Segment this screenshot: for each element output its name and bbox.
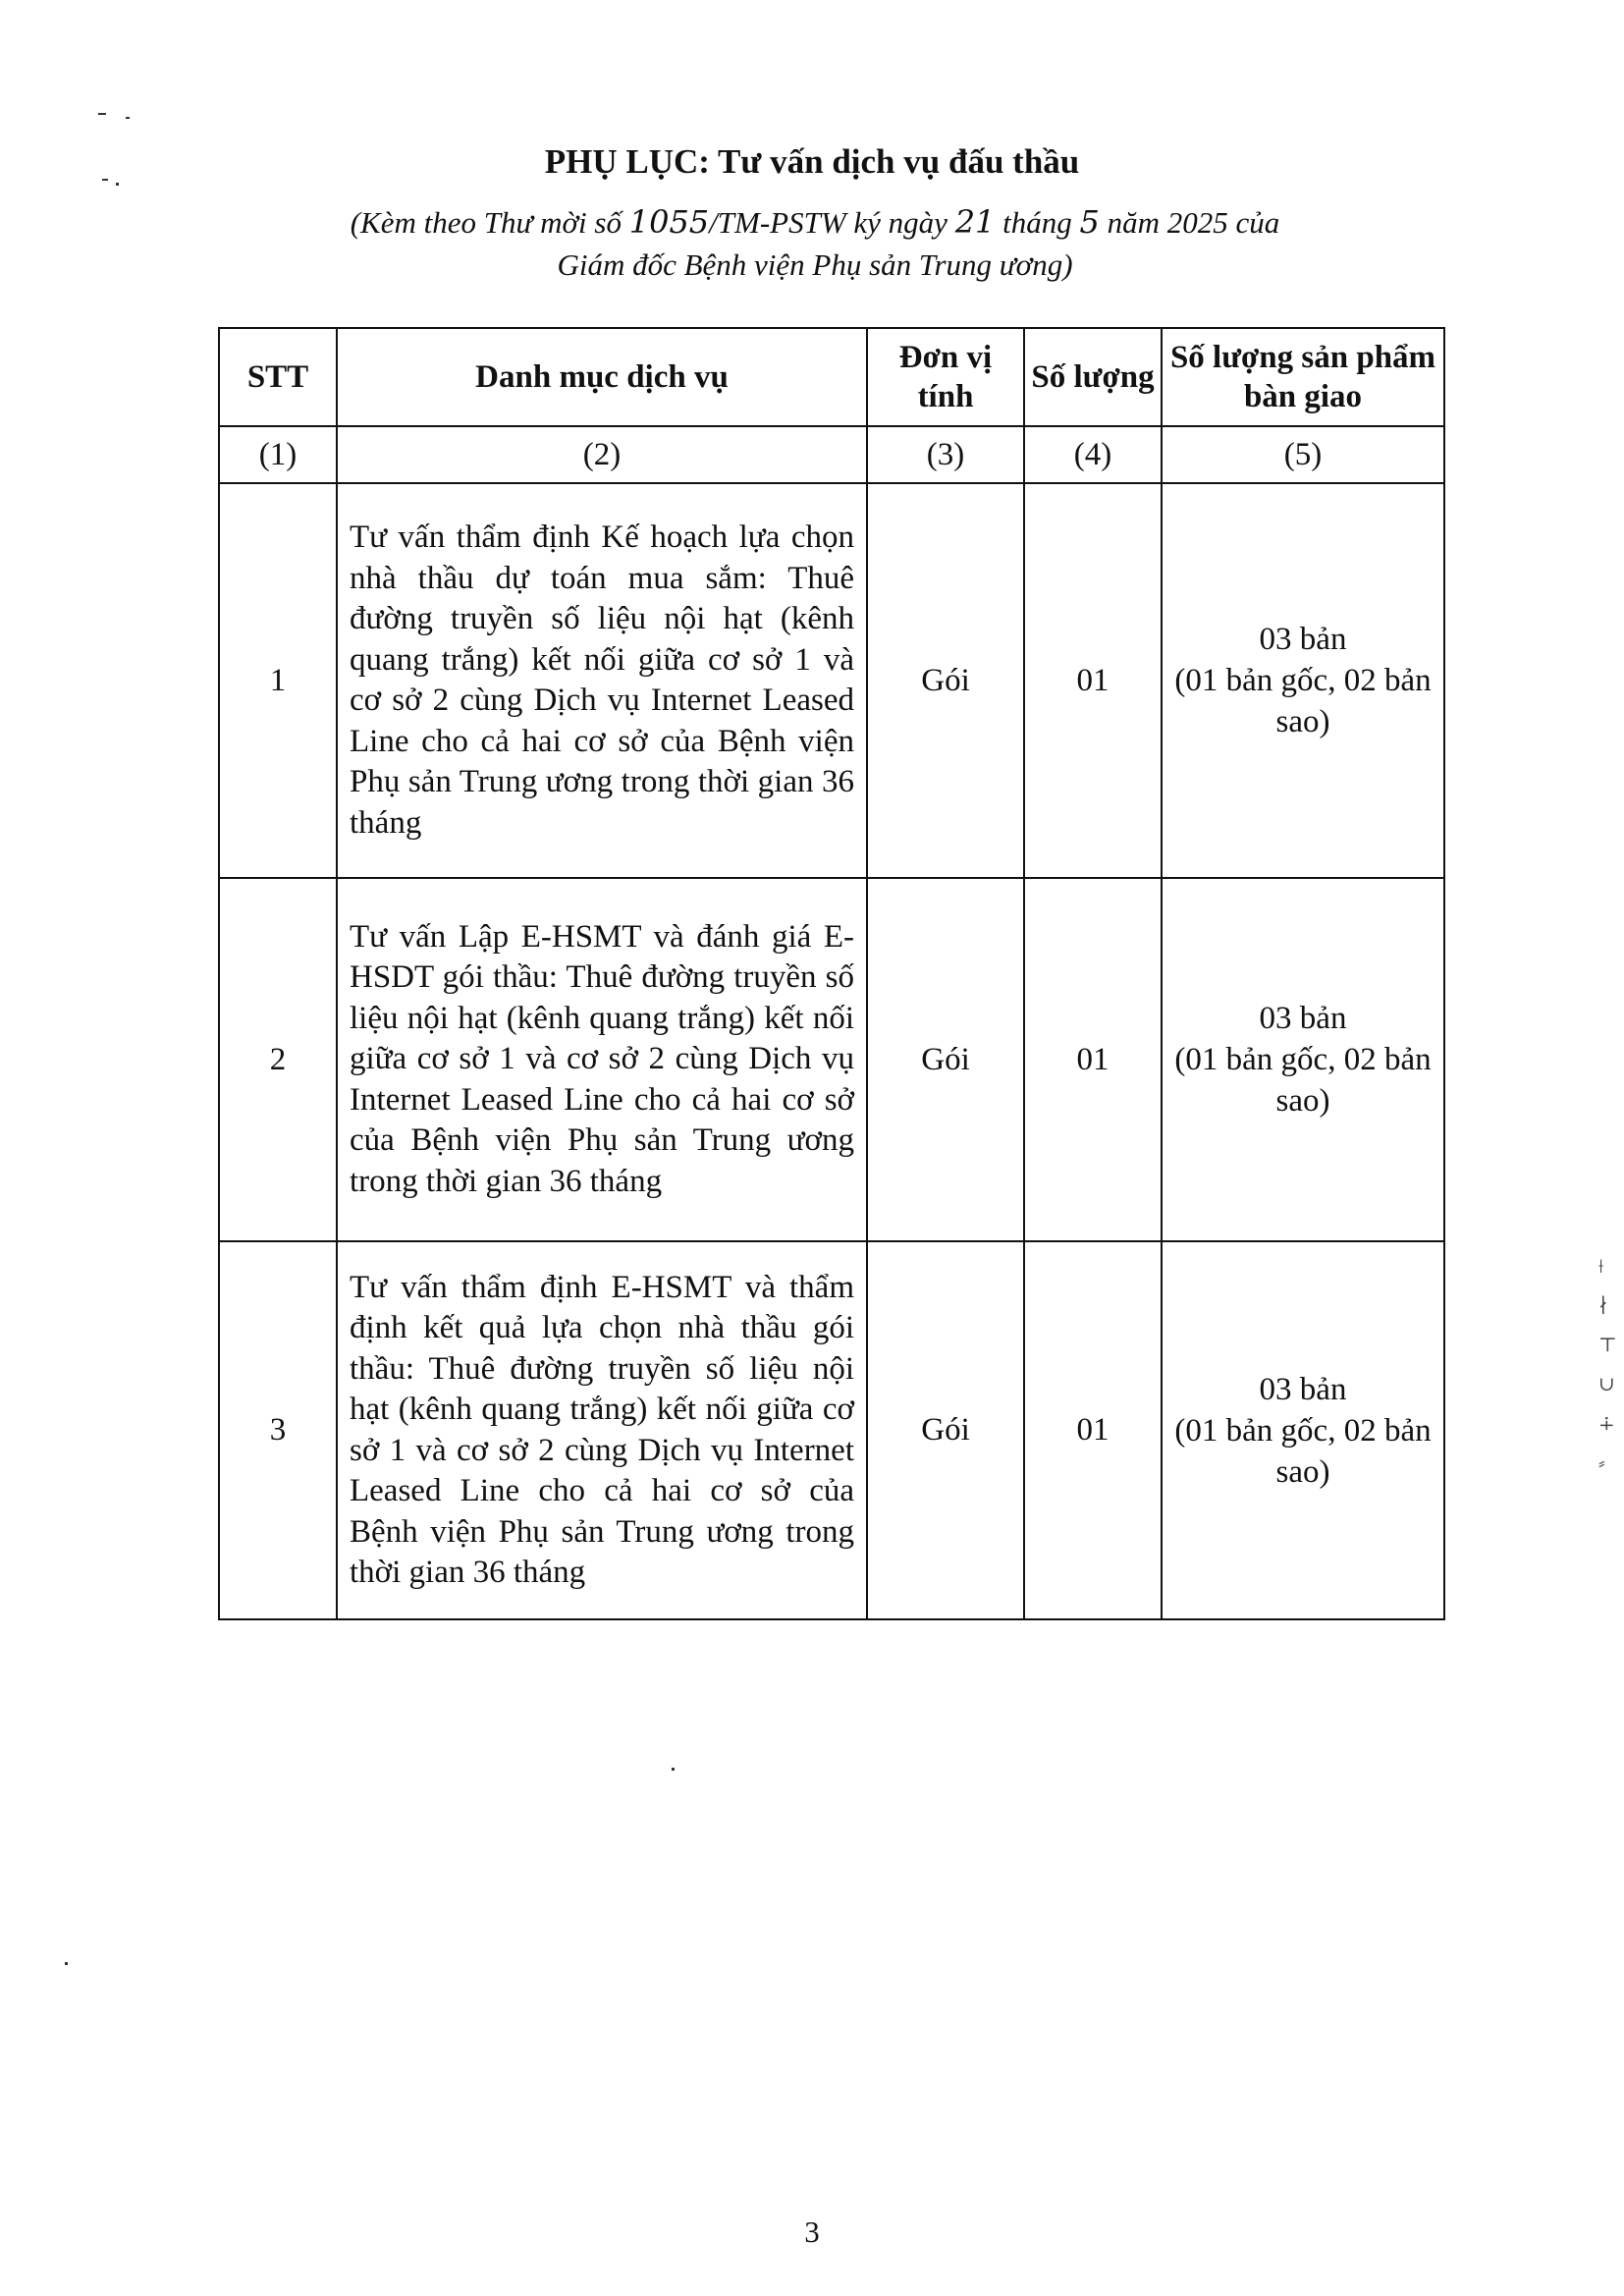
header-service: Danh mục dịch vụ (337, 328, 867, 426)
column-number: (2) (337, 426, 867, 483)
stamp-mark: ⸗ (1598, 1452, 1605, 1474)
table-row (219, 483, 1444, 878)
row-deliverables (1162, 1241, 1444, 1619)
stamp-mark: ⊤ (1598, 1335, 1617, 1356)
scan-speck (116, 183, 119, 186)
scan-speck (126, 117, 130, 119)
row-deliverables (1162, 483, 1444, 878)
page-title: PHỤ LỤC: Tư vấn dịch vụ đấu thầu (544, 142, 1080, 181)
row-stt: 1 (219, 483, 337, 878)
stamp-mark: ⟊ (1598, 1256, 1604, 1278)
header-deliverables: Số lượng sản phẩm bàn giao (1162, 328, 1444, 426)
row-unit: Gói (867, 878, 1024, 1241)
stamp-mark: ∪ (1598, 1374, 1615, 1395)
services-table (218, 327, 1445, 1620)
table-row (219, 878, 1444, 1241)
table-row (219, 1241, 1444, 1619)
subtitle-line-2: Giám đốc Bệnh viện Phụ sản Trung ương) (557, 247, 1073, 282)
column-number: (3) (867, 426, 1024, 483)
row-service: Tư vấn thẩm định E-HSMT và thẩm định kết quả lựa chọn nhà thầu gói thầu: Thuê đường truyền số liệu nội hạt (kênh quang trắng) kết nối giữa cơ sở 1 và cơ sở 2 cùng Dịch vụ Internet Leased Line cho cả hai cơ sở của Bệnh viện Phụ sản Trung ương trong thời gian 36 tháng (337, 1241, 867, 1619)
row-quantity: 01 (1024, 1241, 1162, 1619)
header-quantity: Số lượng (1024, 328, 1162, 426)
row-deliverables (1162, 878, 1444, 1241)
deliverable-count: 03 bản (1259, 1371, 1347, 1407)
handwritten-month: 5 (1079, 203, 1100, 241)
margin-stamp-marks (1598, 1247, 1620, 1483)
row-quantity: 01 (1024, 878, 1162, 1241)
subtitle-text-2: /TM-PSTW ký ngày (709, 205, 955, 240)
scan-speck (672, 1768, 675, 1771)
deliverable-detail: (01 bản gốc, 02 bản sao) (1174, 1412, 1432, 1490)
page-number: 3 (804, 2214, 820, 2249)
subtitle-text-3: tháng (995, 205, 1080, 240)
deliverable-count: 03 bản (1259, 1001, 1347, 1036)
column-number: (1) (219, 426, 337, 483)
row-unit: Gói (867, 483, 1024, 878)
subtitle (236, 201, 1394, 286)
header-unit: Đơn vị tính (867, 328, 1024, 426)
table-header-row (219, 328, 1444, 426)
scan-speck (102, 179, 108, 181)
column-number: (5) (1162, 426, 1444, 483)
row-stt: 3 (219, 1241, 337, 1619)
scan-speck (65, 1962, 68, 1965)
row-stt: 2 (219, 878, 337, 1241)
handwritten-day: 21 (954, 203, 996, 241)
row-unit: Gói (867, 1241, 1024, 1619)
stamp-mark: ∤ (1598, 1295, 1608, 1317)
row-quantity: 01 (1024, 483, 1162, 878)
deliverable-detail: (01 bản gốc, 02 bản sao) (1174, 1042, 1432, 1119)
column-number-row (219, 426, 1444, 483)
stamp-mark: ∔ (1598, 1413, 1615, 1435)
column-number: (4) (1024, 426, 1162, 483)
handwritten-letter-number: 1055 (628, 203, 710, 241)
deliverable-detail: (01 bản gốc, 02 bản sao) (1174, 663, 1432, 739)
scan-speck (98, 113, 106, 115)
deliverable-count: 03 bản (1259, 622, 1347, 657)
row-service: Tư vấn Lập E-HSMT và đánh giá E-HSDT gói thầu: Thuê đường truyền số liệu nội hạt (kênh quang trắng) kết nối giữa cơ sở 1 và cơ sở 2 cùng Dịch vụ Internet Leased Line cho cả hai cơ sở của Bệnh viện Phụ sản Trung ương trong thời gian 36 tháng (337, 878, 867, 1241)
subtitle-text-4: năm 2025 của (1099, 205, 1280, 240)
row-service: Tư vấn thẩm định Kế hoạch lựa chọn nhà thầu dự toán mua sắm: Thuê đường truyền số liệu nội hạt (kênh quang trắng) kết nối giữa cơ sở 1 và cơ sở 2 cùng Dịch vụ Internet Leased Line cho cả hai cơ sở của Bệnh viện Phụ sản Trung ương trong thời gian 36 tháng (337, 483, 867, 878)
subtitle-text-1: (Kèm theo Thư mời số (350, 205, 629, 240)
header-stt: STT (219, 328, 337, 426)
